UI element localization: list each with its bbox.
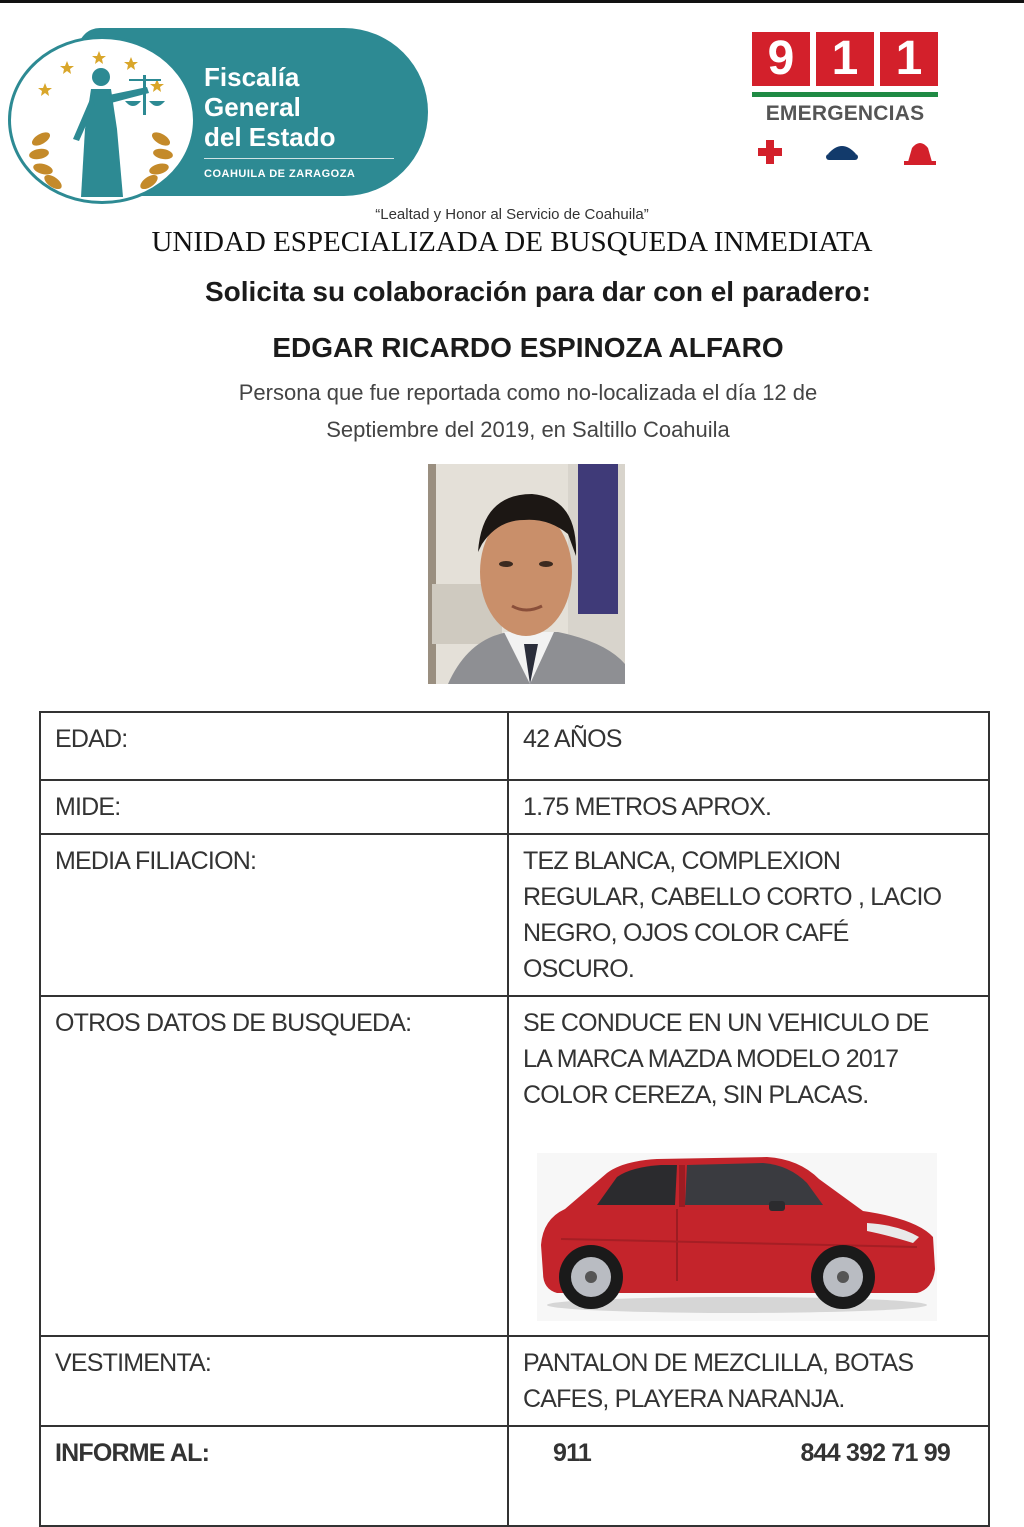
edad-label: EDAD: — [40, 712, 508, 780]
details-table — [39, 711, 990, 1527]
report-text — [0, 374, 1024, 448]
media-filiacion-line: TEZ BLANCA, COMPLEXION — [523, 847, 841, 875]
phone-number: 844 392 71 99 — [800, 1439, 950, 1467]
logo-divider — [204, 158, 394, 159]
person-name: EDGAR RICARDO ESPINOZA ALFARO — [272, 332, 784, 363]
otros-datos-line: LA MARCA MAZDA MODELO 2017 — [523, 1045, 899, 1073]
table-row-vestimenta — [40, 1336, 989, 1426]
media-filiacion-value — [508, 834, 989, 996]
motto: “Lealtad y Honor al Servicio de Coahuila” — [375, 206, 649, 223]
top-border — [0, 0, 1024, 3]
report-line-1: Persona que fue reportada como no-localizada el día 12 de — [238, 380, 818, 405]
logo-emblem — [8, 36, 196, 204]
otros-datos-label: OTROS DATOS DE BUSQUEDA: — [40, 996, 508, 1336]
vestimenta-value — [508, 1336, 989, 1426]
media-filiacion-line: REGULAR, CABELLO CORTO , LACIO — [523, 883, 942, 911]
red-cross-icon — [758, 140, 782, 164]
digit-1: 1 — [816, 32, 874, 86]
otros-datos-line: SE CONDUCE EN UN VEHICULO DE — [523, 1009, 929, 1037]
otros-datos-value — [508, 996, 989, 1336]
table-row-mide — [40, 780, 989, 834]
police-cap-icon — [826, 146, 858, 160]
fire-helmet-icon — [904, 143, 936, 165]
table-row-informe — [40, 1426, 989, 1526]
logo-line-1: Fiscalía — [204, 62, 300, 92]
logo-title — [204, 62, 335, 152]
emergencias-label: EMERGENCIAS — [765, 102, 925, 125]
media-filiacion-label: MEDIA FILIACION: — [40, 834, 508, 996]
digit-9: 9 — [752, 32, 810, 86]
green-stripe — [752, 92, 938, 97]
mide-label: MIDE: — [40, 780, 508, 834]
phone-911: 911 — [553, 1439, 591, 1467]
emergency-911-logo — [752, 32, 938, 172]
media-filiacion-line: NEGRO, OJOS COLOR CAFÉ — [523, 919, 849, 947]
request-line: Solicita su colaboración para dar con el paradero: — [205, 276, 871, 307]
person-photo — [428, 464, 625, 684]
table-row-media-filiacion — [40, 834, 989, 996]
edad-value: 42 AÑOS — [508, 712, 989, 780]
logo-line-3: del Estado — [204, 122, 336, 152]
table-row-edad — [40, 712, 989, 780]
justice-statue-icon — [11, 39, 193, 201]
table-row-otros-datos — [40, 996, 989, 1336]
digits-911 — [752, 32, 938, 86]
report-line-2: Septiembre del 2019, en Saltillo Coahuila — [326, 417, 730, 442]
media-filiacion-line: OSCURO. — [523, 955, 635, 983]
logo-subtitle: COAHUILA DE ZARAGOZA — [204, 168, 356, 180]
informe-value — [508, 1426, 989, 1526]
vestimenta-line: CAFES, PLAYERA NARANJA. — [523, 1385, 845, 1413]
red-car-image — [537, 1153, 937, 1321]
vestimenta-label: VESTIMENTA: — [40, 1336, 508, 1426]
digit-1-second: 1 — [880, 32, 938, 86]
emergency-services-icons — [752, 134, 938, 168]
logo-line-2: General — [204, 92, 301, 122]
unit-title: UNIDAD ESPECIALIZADA DE BUSQUEDA INMEDIATA — [151, 226, 873, 258]
vestimenta-line: PANTALON DE MEZCLILLA, BOTAS — [523, 1349, 914, 1377]
otros-datos-line: COLOR CEREZA, SIN PLACAS. — [523, 1081, 869, 1109]
mide-value: 1.75 METROS APROX. — [508, 780, 989, 834]
informe-label: INFORME AL: — [40, 1426, 508, 1526]
fiscalia-logo — [8, 28, 428, 200]
